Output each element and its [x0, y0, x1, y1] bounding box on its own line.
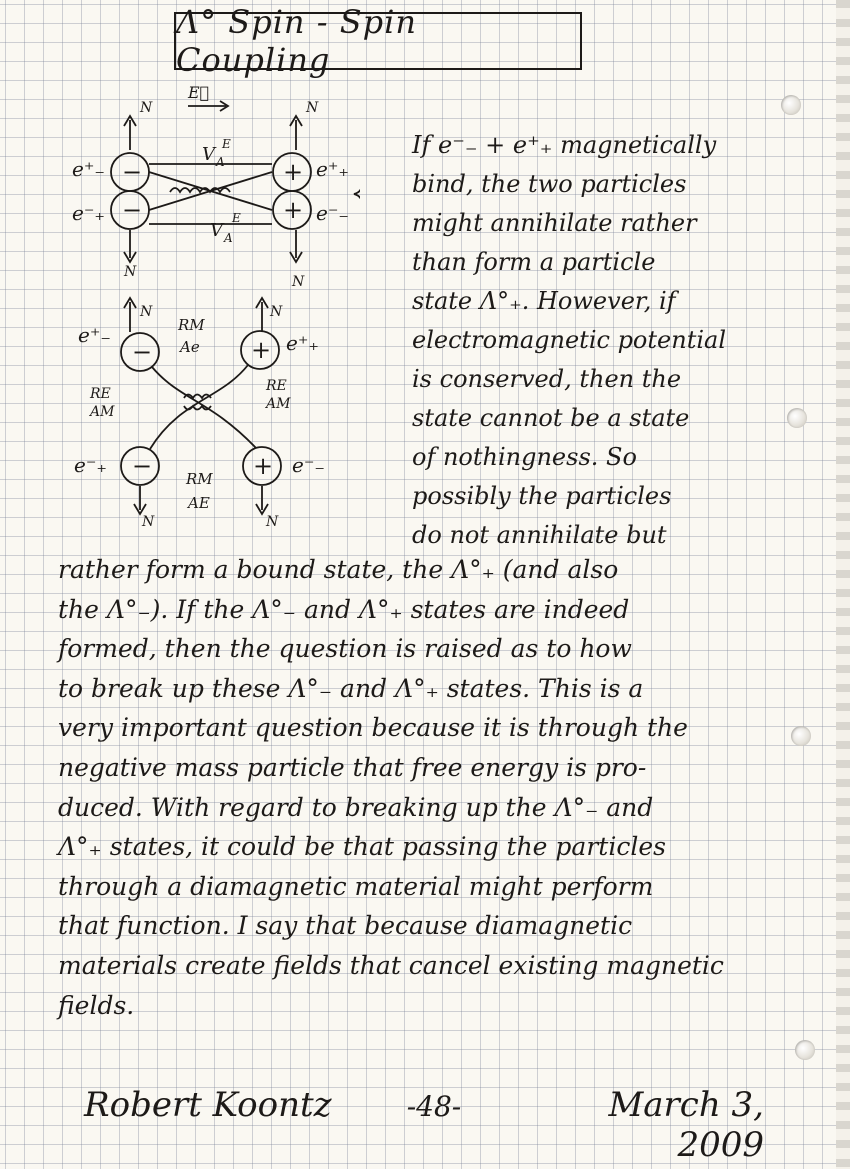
plus-sign: + — [283, 158, 304, 186]
spiral-binding-edge — [836, 0, 850, 1169]
am-label: AM — [266, 396, 291, 412]
ae-label: Ae — [180, 338, 200, 356]
text-line: negative mass particle that free energy is pro- — [58, 752, 647, 782]
text-line: formed, then the question is raised as to how — [58, 634, 632, 664]
text-line: is conserved, then the — [412, 365, 682, 393]
text-line: electromagnetic potential — [412, 326, 726, 354]
potential-label: V — [210, 220, 223, 241]
body-paragraph — [58, 550, 798, 1025]
text-line: state cannot be a state — [412, 404, 690, 432]
plus-sign: + — [251, 336, 272, 364]
text-line: do not annihilate but — [412, 521, 667, 549]
punch-hole — [795, 1040, 815, 1060]
plus-sign: + — [253, 452, 274, 480]
text-line: duced. With regard to breaking up the Λ°₋ and — [58, 792, 654, 822]
particle-label: e⁺₋ — [72, 157, 105, 181]
signature-line — [84, 1085, 764, 1165]
particle-label: e⁻₊ — [74, 453, 107, 477]
text-line: state Λ°₊. However, if — [412, 287, 676, 315]
north-label: N — [124, 264, 137, 280]
text-line: might annihilate rather — [412, 209, 697, 237]
am-label: AM — [90, 404, 115, 420]
text-line: fields. — [58, 990, 135, 1020]
particle-label: e⁻₊ — [72, 201, 105, 225]
minus-sign: − — [122, 158, 143, 186]
rm-label: RM — [186, 470, 213, 488]
punch-hole — [781, 95, 801, 115]
text-line: the Λ°₋). If the Λ°₋ and Λ°₊ states are indeed — [58, 594, 630, 624]
potential-sup: E — [222, 137, 231, 151]
text-line: rather form a bound state, the Λ°₊ (and also — [58, 555, 619, 584]
field-label: E⃗ — [188, 83, 210, 102]
text-line: of nothingness. So — [412, 443, 637, 471]
text-line: possibly the particles — [412, 482, 672, 510]
potential-sub: A — [216, 155, 225, 169]
text-line: very important question because it is through the — [58, 713, 688, 743]
side-paragraph — [412, 126, 792, 555]
potential-sub: A — [224, 231, 233, 245]
particle-label: e⁺₊ — [286, 331, 319, 355]
particle-label: e⁻₋ — [292, 453, 325, 477]
re-label: RE — [90, 386, 111, 402]
rm-label: RM — [178, 316, 205, 334]
text-line: than form a particle — [412, 248, 656, 276]
potential-label: V — [202, 144, 215, 165]
north-label: N — [306, 100, 319, 116]
text-line: bind, the two particles — [412, 170, 687, 198]
potential-sup: E — [232, 211, 241, 225]
page-number: -48- — [406, 1090, 462, 1123]
text-line: Λ°₊ states, it could be that passing the particles — [58, 832, 666, 862]
text-line: through a diamagnetic material might perform — [58, 871, 654, 901]
north-label: N — [266, 514, 279, 530]
re-label: RE — [266, 378, 287, 394]
north-label: N — [140, 304, 153, 320]
text-line: that function. I say that because diamagnetic — [58, 911, 633, 941]
minus-sign: − — [132, 338, 153, 366]
particle-label: e⁻₋ — [316, 201, 349, 225]
minus-sign: − — [132, 452, 153, 480]
north-label: N — [140, 100, 153, 116]
text-line: to break up these Λ°₋ and Λ°₊ states. This is a — [58, 673, 644, 703]
north-label: N — [270, 304, 283, 320]
page-title: Λ° Spin - Spin Coupling — [174, 12, 582, 70]
ae-label: AE — [188, 494, 210, 512]
date: March 3, 2009 — [608, 1085, 764, 1165]
particle-label: e⁺₊ — [316, 157, 349, 181]
north-label: N — [292, 274, 305, 290]
text-line: materials create fields that cancel existing magnetic — [58, 950, 724, 980]
text-line: If e⁻₋ + e⁺₊ magnetically — [412, 131, 717, 159]
particle-label: e⁺₋ — [78, 323, 111, 347]
plus-sign: + — [283, 196, 304, 224]
author-signature: Robert Koontz — [84, 1085, 332, 1125]
spin-coupling-diagram — [60, 80, 360, 540]
north-label: N — [142, 514, 155, 530]
minus-sign: − — [122, 196, 143, 224]
